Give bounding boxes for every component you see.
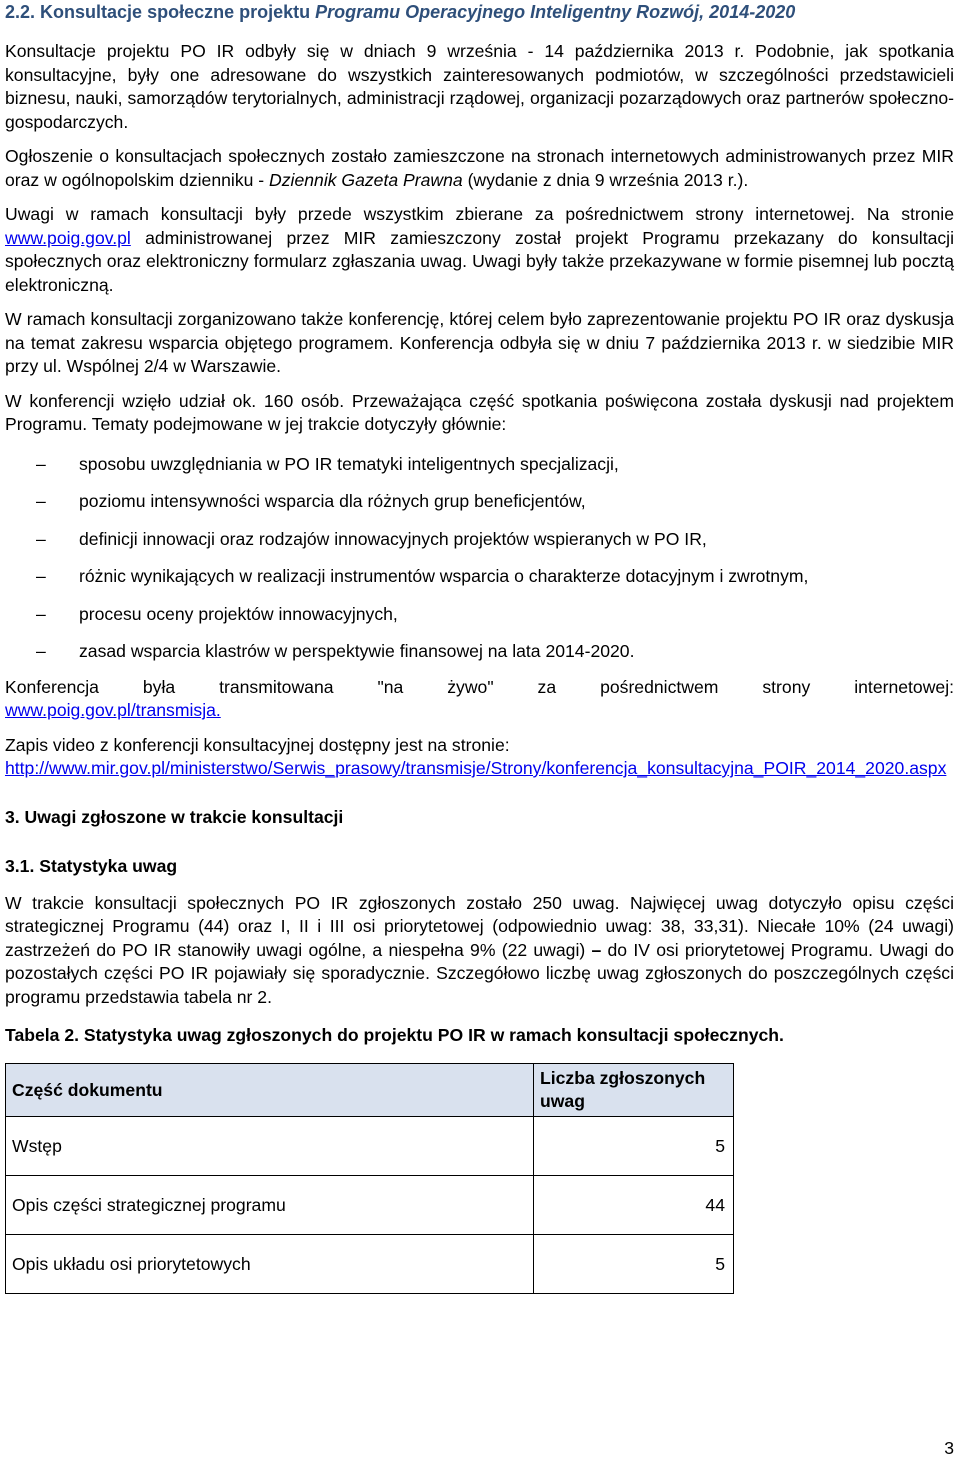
paragraph-video-link-line xyxy=(5,757,954,781)
paragraph-statistics xyxy=(5,892,954,1010)
heading-statistics: 3.1. Statystyka uwag xyxy=(5,855,178,876)
topics-list xyxy=(5,453,954,664)
transmission-link[interactable]: www.poig.gov.pl/transmisja. xyxy=(5,700,221,720)
paragraph-consultation-dates: Konsultacje projektu PO IR odbyły się w dniach 9 września - 14 października 2013 r. Podobnie, jak spotkania konsultacyjne, były one adresowane do wszystkich zainteresowanych podmiotów, w szczególności przedstawicieli biznesu, nauki, samorządów terytorialnych, administracji rządowej, organizacji pozarządowych oraz partnerów społeczno-gospodarczych. xyxy=(5,41,954,132)
paragraph-announcement xyxy=(5,145,954,192)
list-item-text: procesu oceny projektów innowacyjnych, xyxy=(79,603,398,624)
statistics-text-b: do IV osi priorytetowej Programu. Uwagi do pozostałych części PO IR pojawiały się sporadycznie. Szczegółowo liczbę uwag zgłoszonych do poszczególnych części programu przedstawia tabela nr 2. xyxy=(5,939,955,1007)
list-item xyxy=(5,528,954,552)
cell-count: 5 xyxy=(534,1235,734,1294)
list-item xyxy=(5,640,954,664)
poig-link[interactable]: www.poig.gov.pl xyxy=(5,227,131,248)
list-item-text: sposobu uwzględniania w PO IR tematyki inteligentnych specjalizacji, xyxy=(79,453,619,474)
list-item xyxy=(5,565,954,589)
section-number: 2.2. xyxy=(5,2,36,22)
comments-text-b: administrowanej przez MIR zamieszczony został projekt Programu przekazany do konsultacji społecznych oraz elektroniczny formularz zgłaszania uwag. Uwagi były także przekazywane w formie pisemnej lub pocztą elektroniczną. xyxy=(5,227,954,295)
cell-count: 5 xyxy=(534,1117,734,1176)
video-link[interactable]: http://www.mir.gov.pl/ministerstwo/Serwis_prasowy/transmisje/Strony/konferencja_konsultacyjna_POIR_2014_2020.aspx xyxy=(5,758,947,778)
list-item xyxy=(5,603,954,627)
list-item-text: poziomu intensywności wsparcia dla różnych grup beneficjentów, xyxy=(79,491,586,511)
header-comment-count-text: Liczba zgłoszonych uwag xyxy=(540,1068,706,1111)
dash-bullet-icon: – xyxy=(36,453,46,474)
list-item xyxy=(5,453,954,477)
cell-count: 44 xyxy=(534,1176,734,1235)
cell-part: Opis części strategicznej programu xyxy=(6,1176,534,1235)
header-document-part: Część dokumentu xyxy=(6,1064,534,1117)
transmission-text: Konferencja była transmitowana "na żywo" za pośrednictwem strony internetowej: xyxy=(5,676,954,697)
announcement-text-a: Ogłoszenie o konsultacjach społecznych zostało zamieszczone na stronach internetowych administrowanych przez MIR oraz w ogólnopolskim dzienniku - xyxy=(5,146,954,190)
paragraph-transmission xyxy=(5,676,954,700)
table-row xyxy=(6,1176,734,1235)
table-header-row xyxy=(6,1064,734,1117)
paragraph-conference-topics: W konferencji wzięło udział ok. 160 osób. Przeważająca część spotkania poświęcona została dyskusji nad projektem Programu. Tematy podejmowane w jej trakcie dotyczyły głównie: xyxy=(5,390,954,434)
list-item xyxy=(5,490,954,514)
dash-bullet-icon: – xyxy=(36,491,46,511)
statistics-table xyxy=(5,1063,734,1294)
dash-bullet-icon: – xyxy=(36,566,46,586)
newspaper-name: Dziennik Gazeta Prawna xyxy=(269,169,463,190)
section-title-italic: Programu Operacyjnego Inteligentny Rozwój, 2014-2020 xyxy=(315,2,796,22)
paragraph-comments-collection xyxy=(5,203,954,297)
dash-bullet-icon: – xyxy=(36,528,46,549)
section-title-text: Konsultacje społeczne projektu xyxy=(40,2,316,22)
page-number: 3 xyxy=(944,1438,954,1458)
paragraph-video: Zapis video z konferencji konsultacyjnej dostępny jest na stronie: xyxy=(5,734,510,755)
dash-bullet-icon: – xyxy=(36,603,46,624)
list-item-text: różnic wynikających w realizacji instrumentów wsparcia o charakterze dotacyjnym i zwrotnym, xyxy=(79,566,809,586)
list-item-text: definicji innowacji oraz rodzajów innowacyjnych projektów wspieranych w PO IR, xyxy=(79,528,707,549)
header-comment-count xyxy=(534,1064,734,1117)
announcement-text-b: (wydanie z dnia 9 września 2013 r.). xyxy=(462,169,749,190)
list-item-text: zasad wsparcia klastrów w perspektywie finansowej na lata 2014-2020. xyxy=(79,641,635,661)
section-heading xyxy=(5,0,954,23)
statistics-text-a: W trakcie konsultacji społecznych PO IR zgłoszonych zostało 250 uwag. Najwięcej uwag dotyczyło opisu części strategicznej Programu (44) oraz I, II i III osi priorytetowej (odpowiednio uwag: 38, 33,31). Niecałe 10% (24 uwagi) zastrzeżeń do PO IR stanowiły uwagi ogólne, a niespełna 9% (22 uwagi) xyxy=(5,892,954,960)
statistics-dash: – xyxy=(591,939,602,960)
paragraph-transmission-link-line xyxy=(5,699,954,723)
cell-part: Wstęp xyxy=(6,1117,534,1176)
dash-bullet-icon: – xyxy=(36,641,46,661)
paragraph-conference: W ramach konsultacji zorganizowano także konferencję, której celem było zaprezentowanie projektu PO IR oraz dyskusja na temat zakresu wsparcia objętego programem. Konferencja odbyła się w dniu 7 października 2013 r. w siedzibie MIR przy ul. Wspólnej 2/4 w Warszawie. xyxy=(5,309,954,376)
heading-comments-section: 3. Uwagi zgłoszone w trakcie konsultacji xyxy=(5,806,344,827)
table-caption: Tabela 2. Statystyka uwag zgłoszonych do projektu PO IR w ramach konsultacji społecznych. xyxy=(5,1025,784,1045)
comments-text-a: Uwagi w ramach konsultacji były przede wszystkim zbierane za pośrednictwem strony internetowej. Na stronie xyxy=(5,204,954,224)
table-row xyxy=(6,1235,734,1294)
cell-part: Opis układu osi priorytetowych xyxy=(6,1235,534,1294)
table-row xyxy=(6,1117,734,1176)
